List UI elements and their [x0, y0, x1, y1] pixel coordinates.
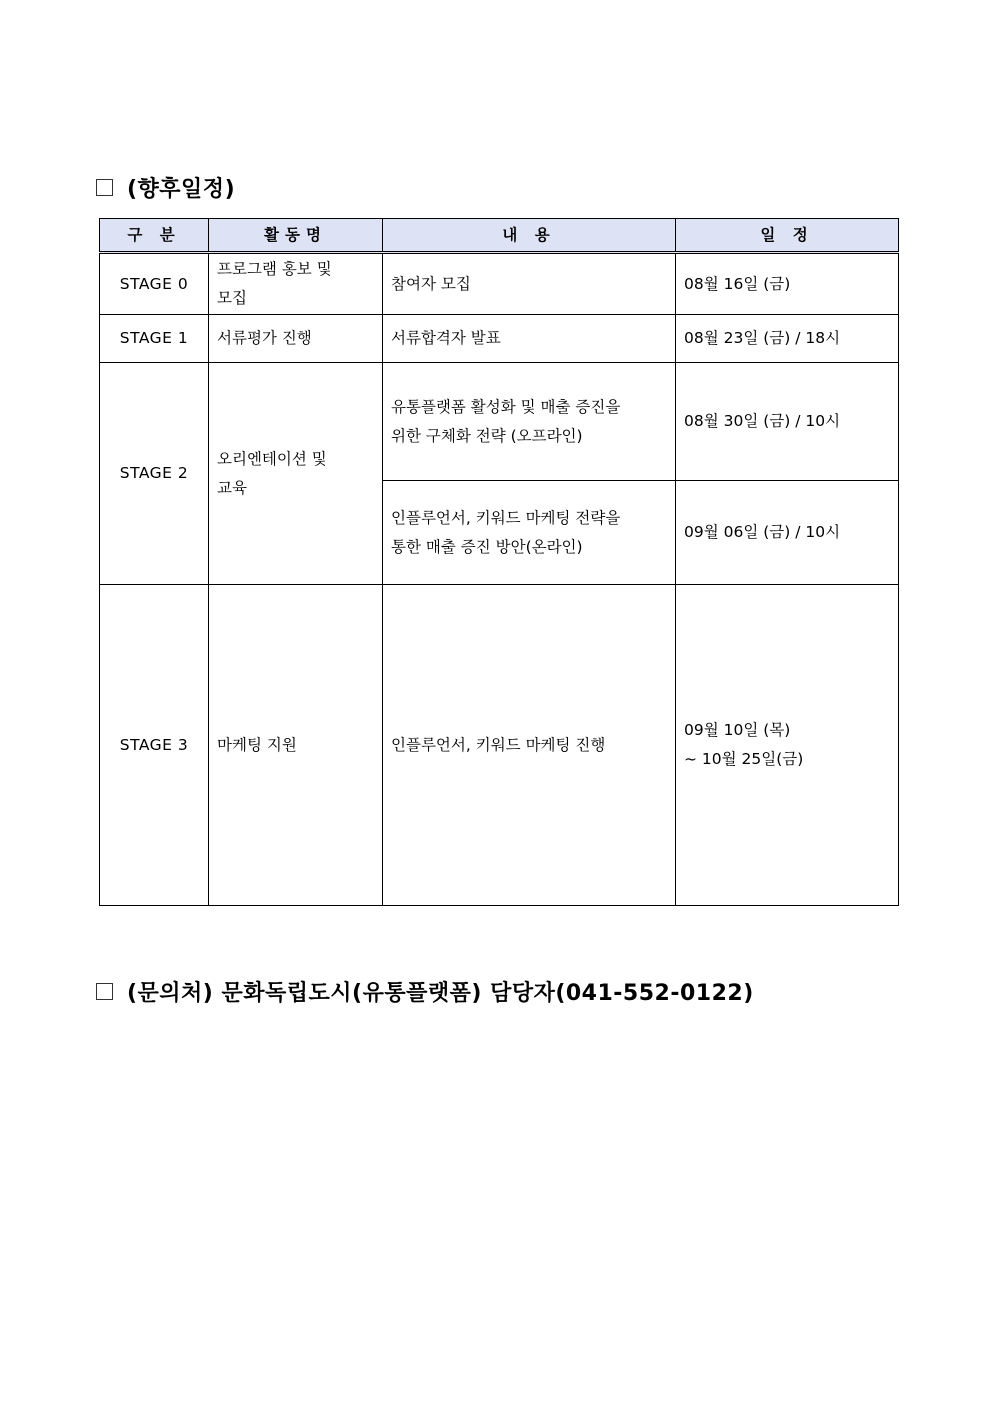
content-cell: 서류합격자 발표 [383, 315, 676, 363]
content-cell [383, 481, 676, 585]
activity-line: 프로그램 홍보 및 [217, 260, 332, 278]
table-row [100, 253, 899, 315]
activity-cell: 마케팅 지원 [209, 585, 383, 906]
content-cell: 인플루언서, 키워드 마케팅 진행 [383, 585, 676, 906]
activity-cell [209, 363, 383, 585]
stage-cell: STAGE 1 [100, 315, 209, 363]
header-content: 내 용 [383, 219, 676, 253]
date-cell: 09월 06일 (금) / 10시 [676, 481, 899, 585]
table-header-row [100, 219, 899, 253]
date-line: ~ 10월 25일(금) [684, 750, 804, 768]
activity-line: 교육 [217, 478, 247, 497]
stage-cell: STAGE 0 [100, 253, 209, 315]
table-row [100, 315, 899, 363]
table-row [100, 585, 899, 906]
checkbox-square-icon [96, 983, 113, 1000]
header-category: 구 분 [100, 219, 209, 253]
date-cell: 08월 16일 (금) [676, 253, 899, 315]
content-cell: 참여자 모집 [383, 253, 676, 315]
stage-cell: STAGE 3 [100, 585, 209, 906]
activity-cell: 서류평가 진행 [209, 315, 383, 363]
schedule-table [99, 218, 899, 906]
table-row [100, 363, 899, 481]
content-cell [383, 363, 676, 481]
schedule-heading [96, 172, 235, 203]
date-cell [676, 585, 899, 906]
schedule-heading-text: (향후일정) [127, 177, 236, 202]
date-line: 09월 10일 (목) [684, 721, 791, 739]
activity-line: 모집 [217, 289, 247, 307]
content-line: 인플루언서, 키워드 마케팅 전략을 [391, 508, 621, 527]
content-line: 유통플랫폼 활성화 및 매출 증진을 [391, 397, 621, 416]
content-line: 통한 매출 증진 방안(온라인) [391, 537, 583, 556]
content-line: 위한 구체화 전략 (오프라인) [391, 426, 583, 445]
checkbox-square-icon [96, 179, 113, 196]
activity-line: 오리엔테이션 및 [217, 449, 327, 468]
header-activity: 활동명 [209, 219, 383, 253]
header-schedule: 일 정 [676, 219, 899, 253]
contact-heading-text: (문의처) 문화독립도시(유통플랫폼) 담당자(041-552-0122) [127, 981, 754, 1006]
activity-cell [209, 253, 383, 315]
contact-heading [96, 976, 754, 1007]
date-cell: 08월 30일 (금) / 10시 [676, 363, 899, 481]
stage-cell: STAGE 2 [100, 363, 209, 585]
date-cell: 08월 23일 (금) / 18시 [676, 315, 899, 363]
